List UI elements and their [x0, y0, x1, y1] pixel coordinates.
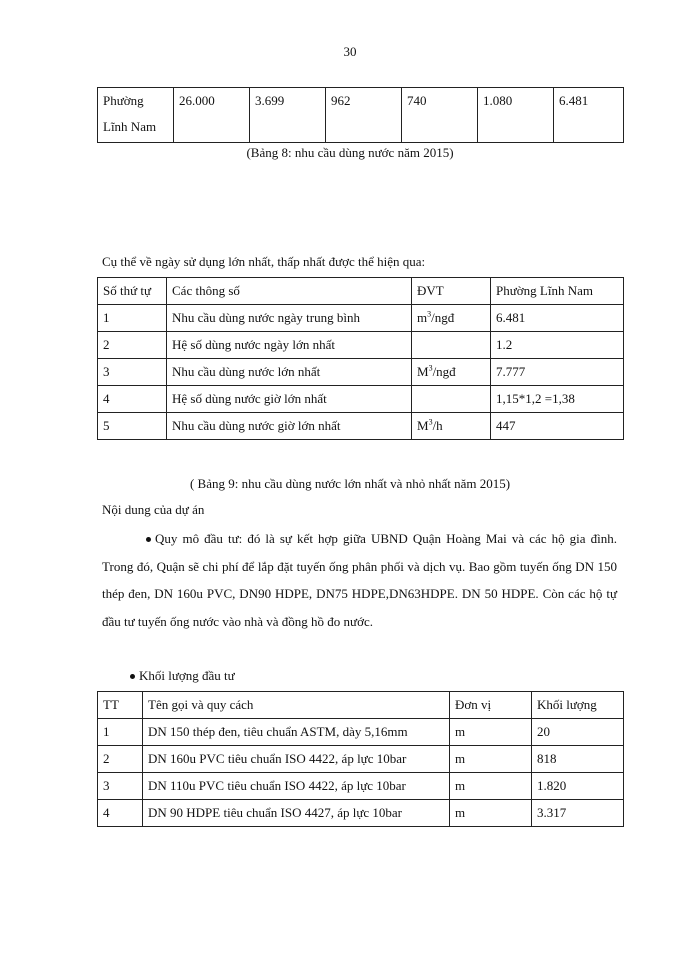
- table-row: [98, 305, 624, 332]
- bullet-text: Khối lượng đầu tư: [139, 668, 235, 683]
- table-cell: [412, 386, 491, 413]
- table-cell: 740: [402, 88, 478, 143]
- table-cell: 3.699: [250, 88, 326, 143]
- table-row: [98, 413, 624, 440]
- table-cell: DN 160u PVC tiêu chuẩn ISO 4422, áp lực 10bar: [143, 746, 450, 773]
- section-title: Nội dung của dự án: [102, 502, 205, 517]
- table-cell: Phường Lĩnh Nam: [98, 88, 174, 143]
- table-header-row: [98, 278, 624, 305]
- table-row: [98, 773, 624, 800]
- table-cell: 2: [98, 332, 167, 359]
- table-cell: 20: [532, 719, 624, 746]
- column-header: Phường Lĩnh Nam: [491, 278, 624, 305]
- table-row: [98, 386, 624, 413]
- table-cell: 4: [98, 800, 143, 827]
- table-row: [98, 332, 624, 359]
- table-cell: 5: [98, 413, 167, 440]
- unit-cell: [412, 413, 491, 440]
- column-header: ĐVT: [412, 278, 491, 305]
- table-cell: 962: [326, 88, 402, 143]
- table-cell: 3: [98, 359, 167, 386]
- unit-text: $M^3$/ngđ: [417, 363, 456, 379]
- table-cell: m: [450, 773, 532, 800]
- bullet-paragraph: [102, 525, 617, 635]
- table-cell: 1,15*1,2 =1,38: [491, 386, 624, 413]
- table-cell: DN 110u PVC tiêu chuẩn ISO 4422, áp lực 10bar: [143, 773, 450, 800]
- column-header: TT: [98, 692, 143, 719]
- table-cell: Nhu cầu dùng nước lớn nhất: [167, 359, 412, 386]
- bullet-icon: [130, 674, 135, 679]
- table-8: [97, 87, 624, 143]
- table-row: [98, 88, 624, 143]
- page-number: 30: [343, 44, 357, 59]
- table-cell: 1.820: [532, 773, 624, 800]
- bullet-text: Quy mô đầu tư: đó là sự kết hợp giữa UBND Quận Hoàng Mai và các hộ gia đình. Trong đó, Quận sẽ chi phí để lắp đặt tuyến ống phân phối và dịch vụ. Bao gồm tuyến ống DN 150 thép đen, DN 160u PVC, DN90 HDPE, DN75 HDPE,DN63HDPE. DN 50 HDPE. Còn các hộ tự đầu tư tuyến ống nước vào nhà và đồng hồ đo nước.: [102, 531, 617, 629]
- table-cell: 1.080: [478, 88, 554, 143]
- table-cell: m: [450, 746, 532, 773]
- unit-cell: [412, 359, 491, 386]
- column-header: Khối lượng: [532, 692, 624, 719]
- table-9-caption: ( Bảng 9: nhu cầu dùng nước lớn nhất và nhỏ nhất năm 2015): [189, 476, 511, 491]
- table-cell: 1.2: [491, 332, 624, 359]
- table-cell: 1: [98, 719, 143, 746]
- column-header: Các thông số: [167, 278, 412, 305]
- table-cell: Hệ số dùng nước ngày lớn nhất: [167, 332, 412, 359]
- table-cell: Hệ số dùng nước giờ lớn nhất: [167, 386, 412, 413]
- column-header: Tên gọi và quy cách: [143, 692, 450, 719]
- table-row: [98, 746, 624, 773]
- table-cell: DN 90 HDPE tiêu chuẩn ISO 4427, áp lực 10bar: [143, 800, 450, 827]
- table-cell: 447: [491, 413, 624, 440]
- table-cell: DN 150 thép đen, tiêu chuẩn ASTM, dày 5,16mm: [143, 719, 450, 746]
- table-row: [98, 719, 624, 746]
- table-cell: m: [450, 719, 532, 746]
- unit-text: $m^3$/ngđ: [417, 309, 455, 325]
- bullet-icon: [146, 537, 151, 542]
- table-cell: 7.777: [491, 359, 624, 386]
- table-row: [98, 359, 624, 386]
- table-10: [97, 691, 624, 827]
- table-cell: 6.481: [554, 88, 624, 143]
- unit-cell: [412, 305, 491, 332]
- table-cell: Nhu cầu dùng nước giờ lớn nhất: [167, 413, 412, 440]
- table-cell: Nhu cầu dùng nước ngày trung bình: [167, 305, 412, 332]
- table-cell: 2: [98, 746, 143, 773]
- bullet-line: [102, 664, 617, 688]
- table-cell: 3.317: [532, 800, 624, 827]
- unit-text: $M^3/h$: [417, 417, 443, 433]
- table-cell: [412, 332, 491, 359]
- table-row: [98, 800, 624, 827]
- table-8-caption: (Bảng 8: nhu cầu dùng nước năm 2015): [246, 145, 454, 160]
- intro-line: Cụ thể về ngày sử dụng lớn nhất, thấp nhất được thể hiện qua:: [102, 254, 426, 269]
- table-cell: 4: [98, 386, 167, 413]
- column-header: Số thứ tự: [98, 278, 167, 305]
- table-cell: 3: [98, 773, 143, 800]
- table-header-row: [98, 692, 624, 719]
- table-cell: 1: [98, 305, 167, 332]
- table-cell: 818: [532, 746, 624, 773]
- table-cell: 26.000: [174, 88, 250, 143]
- column-header: Đơn vị: [450, 692, 532, 719]
- table-cell: 6.481: [491, 305, 624, 332]
- table-cell: m: [450, 800, 532, 827]
- table-9: [97, 277, 624, 440]
